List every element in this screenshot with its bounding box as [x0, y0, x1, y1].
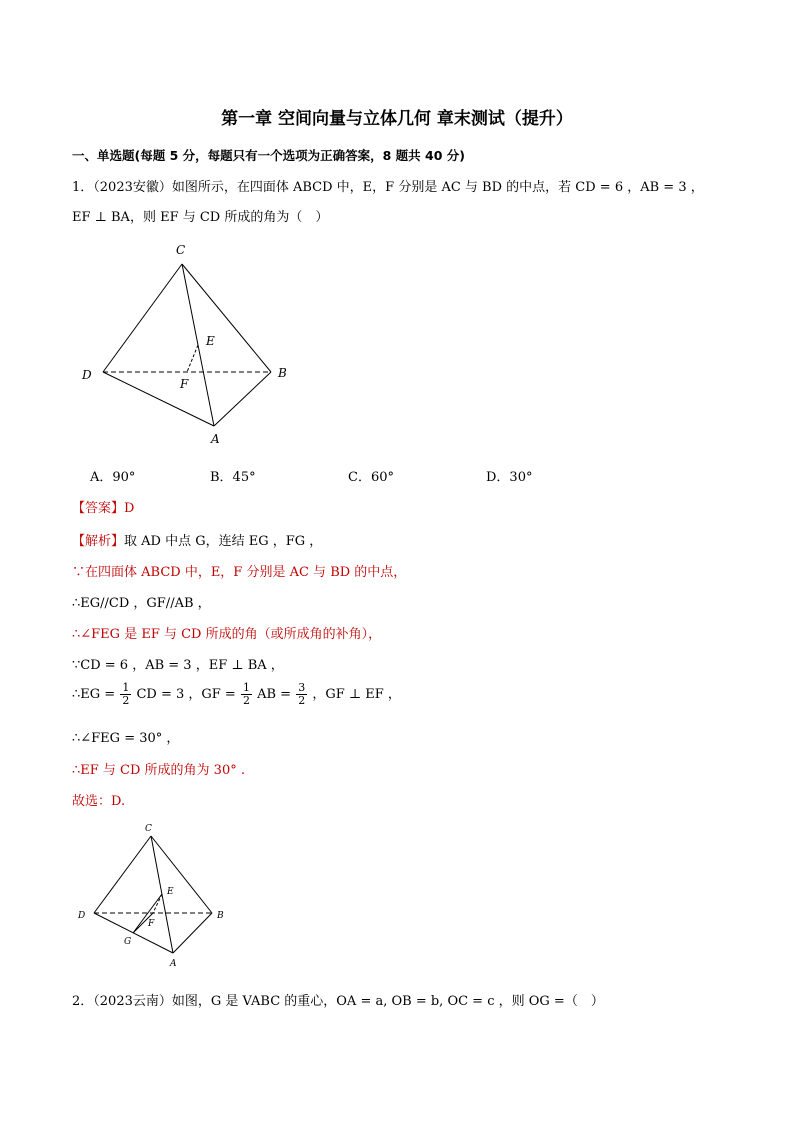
section-heading: 一、单选题(每题 5 分，每题只有一个选项为正确答案，8 题共 40 分) — [72, 148, 465, 163]
edge2-cb — [151, 836, 212, 913]
page-title: 第一章 空间向量与立体几何 章末测试（提升） — [221, 109, 573, 129]
label-b: B — [278, 366, 287, 380]
analysis-line2: ∵在四面体 ABCD 中，E，F 分别是 AC 与 BD 的中点， — [72, 565, 407, 580]
fraction-half-2: $\frac{1}{2}$ — [242, 681, 250, 707]
label2-d: D — [78, 911, 86, 921]
ab-text: AB = — [257, 687, 292, 702]
label2-a: A — [170, 959, 177, 969]
analysis-line1 — [72, 530, 322, 549]
option-c: C．60° — [348, 470, 394, 485]
label2-e: E — [167, 887, 174, 897]
label-f: F — [180, 377, 189, 391]
answer-tag: 【答案】 — [72, 501, 125, 516]
analysis-line7: ∴∠FEG = 30° ， — [72, 731, 180, 746]
label2-f: F — [148, 919, 155, 929]
option-b: B．45° — [210, 470, 256, 485]
choose-line: 故选：D. — [72, 794, 126, 809]
analysis-line5: ∵CD = 6 ，AB = 3 ，EF ⊥ BA ， — [72, 658, 284, 673]
tetrahedron-figure-2 — [72, 818, 242, 973]
label2-g: G — [124, 937, 132, 947]
q1-text-line2: EF ⊥ BA，则 EF 与 CD 所成的角为（ ） — [72, 210, 329, 225]
label2-c: C — [145, 824, 152, 834]
answer-value: D — [124, 501, 135, 516]
label-a: A — [211, 432, 220, 446]
perp-text: ，GF ⊥ EF ， — [312, 687, 401, 702]
tetrahedron-figure — [78, 238, 318, 450]
option-a: A．90° — [90, 470, 136, 485]
label-d: D — [82, 368, 92, 382]
analysis-line8: ∴EF 与 CD 所成的角为 30° . — [72, 763, 245, 778]
eg-text: ∴EG = — [72, 687, 116, 702]
edge-cb — [182, 264, 271, 372]
edge-cd — [103, 264, 182, 372]
edge2-ba — [173, 913, 212, 953]
analysis-line6 — [72, 682, 401, 707]
analysis-line4: ∴∠FEG 是 EF 与 CD 所成的角（或所成角的补角）， — [72, 627, 382, 642]
label2-b: B — [217, 911, 224, 921]
answer-line — [72, 497, 134, 516]
q2-text: 2．（2023云南）如图，G 是 VABC 的重心，OA = a, OB = b, OC = c ，则 OG =（ ） — [72, 994, 604, 1009]
edge-da — [103, 372, 214, 426]
edge2-cd — [94, 836, 151, 913]
fraction-half-1: $\frac{1}{2}$ — [122, 681, 130, 707]
analysis-text1: 取 AD 中点 G，连结 EG ，FG ， — [124, 534, 323, 549]
option-d: D．30° — [486, 470, 533, 485]
fraction-three-halves: $\frac{3}{2}$ — [298, 681, 306, 707]
q1-text-line1: 1．（2023安徽）如图所示，在四面体 ABCD 中，E，F 分别是 AC 与 BD 的中点，若 CD = 6 ，AB = 3 ， — [72, 180, 704, 195]
label-c: C — [176, 243, 186, 257]
label-e: E — [206, 334, 215, 348]
segment-ef — [187, 345, 198, 372]
analysis-tag: 【解析】 — [72, 534, 125, 549]
edge-ba — [214, 372, 271, 426]
gf-text: CD = 3 ，GF = — [136, 687, 236, 702]
analysis-line3: ∴EG//CD ，GF//AB ， — [72, 596, 211, 611]
